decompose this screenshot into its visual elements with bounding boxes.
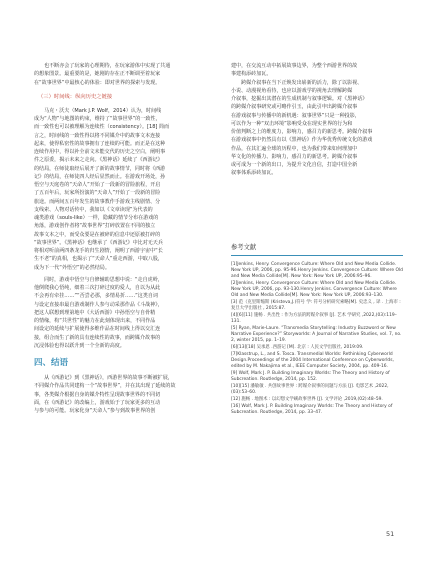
text-line: 建中，在交流互动中拓展故事边界，为整个西游世界的故	[231, 63, 358, 69]
text-line: 旅途。而两间五百年发生的故事教作手游戏主线剧情、分	[34, 198, 161, 205]
text-line: 可以作为一种“双击环境”影响受众在现实世界的行为和	[231, 120, 353, 127]
text-line: 在游戏叙事中仍然具有以《黑神话》作为华优秀传统文化的游戏	[231, 137, 373, 144]
section-title: （三）时间线：纵向历史之链接	[38, 93, 113, 100]
text-line: 事建构添砖加瓦。	[231, 71, 272, 78]
text-line: 华文化的传播力、影响力，感召力的新思考。跨媒介叙事	[231, 153, 358, 160]
reference-item: [6][13][18] 吴承恩 .西游记 [M]. 北京 : 人民文学出版社, 2019:09.	[231, 345, 364, 351]
reference-item: [12] 施畅 . 地图术 : 以幻想文学刷故事世界 [J]. 文学评论 ,2019,(02):48–59.	[231, 397, 383, 403]
text-line: 成为下一代“外悟空”的必然结局。	[34, 264, 110, 271]
text-line: 小说、动漫视角看待，也应以游戏学的视角去理解跨媒	[231, 87, 353, 94]
text-line: 在游戏叙事与传播中的新机遇：叙事世界”只是一种投影，	[231, 112, 360, 119]
top-paragraph	[34, 62, 212, 87]
text-line: 成为“人物”与地图的约束，维持了“故事世界”的一致性，	[34, 116, 161, 122]
text-line: 间设定的延续与扩展使得多维作品在时间线上得以交汇连	[34, 326, 161, 333]
text-line: 件之原委，揭示未来之走向。《黑神话》延续了《西游记》	[34, 157, 163, 164]
text-line: 故事文本之中，而受众要是在被碎的信息中还原被打碎的	[34, 231, 161, 238]
right-paragraph-1	[231, 62, 403, 79]
text-line: 的想象图景。最重要的是，她刚的存在正不断调至着玩家	[34, 71, 161, 78]
text-line: 也不断亦会了玩家的心理期待，在玩家游体中实现了共通	[44, 63, 171, 69]
text-line: 把这人联想到理第地中《大话西游》中孙悟空与自骨精	[34, 309, 156, 316]
final-paragraph	[34, 374, 212, 415]
text-line: 将相对听前两四条龙手的归生剧情，阐明了西游宇宙中“长	[34, 248, 163, 254]
text-line: 同时，游戏中悟空与自修辅助思想中说：“走自虎岭，	[44, 276, 163, 283]
text-line: 沉浸体验也得以跃升到一个全新的高度。	[34, 342, 125, 349]
references-heading: 参考文献	[231, 244, 257, 251]
section-paragraph-2	[34, 276, 212, 350]
text-line: 不会再有牵挂……”“否尝必那，多情易折……”这类自词	[34, 293, 158, 300]
references-list	[231, 262, 403, 417]
text-line: 面，在《西游记》的改编上，游戏始于了玩家更多的互动	[34, 399, 161, 406]
text-line: 与设定直接串最自游戏制作人参与动采那作品《斗战神》，	[34, 301, 163, 308]
reference-item: [9] Wolf, Mark J. P. Building Imaginary Worlds: The Theory and History of Subcreation. Routledge, 2014, pp. 152.	[231, 371, 390, 383]
section-heading: 四、结语	[34, 358, 69, 368]
text-line: 介叙事，挖掘出其潜在的生成机制与叙事逻辑。对《黑神话》	[231, 96, 368, 102]
references-header	[231, 244, 403, 256]
left-column	[34, 62, 212, 415]
text-line: 马克・沃夫（Mark J.P. Wolf，2014）认为，时间线	[44, 107, 162, 114]
reference-item: [10][15] 潘敏敏 . 共创故事世界 : 跨媒介叙事的问题与方法 [J]. 电影艺术 ,2022,(03):53–60.	[231, 384, 389, 396]
text-line: 的结局，在师徒取经后展开了新的故事情节，同时将《西游	[34, 165, 166, 172]
reference-item: [16] Wolf, Mark J. P. Building Imaginary Worlds: The Theory and History of Subcreation. Routledge, 2014, pp. 33–47.	[231, 404, 393, 416]
text-line: 角落，游戏创作者将“故事世界”打碎放置在不同的独立	[34, 223, 156, 230]
text-line: 而一致性也可以被理解为连续性（consistency）。[18] 简而	[34, 124, 170, 131]
reference-item: [7]Klasstrup, L., and S. Tosca. Transmedial Worlds: Rethinking Cyberworld Design.Proceedings of the 2004 International Conference on Cyberworlds, edited by M. Nakajima et al., IEEE Computer Society, 2004, pp. 409-16.	[231, 352, 394, 370]
text-line: 了五百年后，玩家所扮演的“天命人”开始了一段新的冒险	[34, 190, 161, 197]
right-column	[231, 62, 403, 178]
text-line: 生不老”的真相，也揭示了“天命人”重走西游，中取八股，	[34, 256, 163, 263]
text-line: 在“故事世界”中最核心的体验：即对世界的探索与发现。	[34, 79, 161, 86]
text-line: 起来，使得私密性的故事拥有了连续的可能。而正是在这种	[34, 140, 166, 147]
section-paragraph-1	[34, 107, 212, 272]
text-line: 从《西游记》到《黑神话》，西游世界的故事不断被扩展，	[44, 375, 173, 381]
text-line: 言之，时间线的一致性得以将不同媒介中的故事文本连接	[34, 132, 161, 139]
text-line: 的跨媒介叙事研究或可略作引玉，由此引申出跨媒介叙事	[231, 104, 358, 111]
text-line: 跨媒介叙事在当下正焕发出崭新的活力，除了以影视、	[241, 79, 363, 86]
text-line: 事，各类媒介根据自身的媒介特性呈现故事世界的不同切	[34, 391, 161, 398]
text-line: “故事世界”。《黑神话》也继承了《西游记》中比对无天兵	[34, 239, 163, 246]
text-line: 记》的结局，在师徒四人经后显然而止。在游戏开场处，孙	[34, 173, 166, 180]
text-line: 价值判断之上的维度力，影响力，感召力的新思考。跨媒介叙事	[231, 129, 373, 135]
text-line: 悟空与天庭卷的“天命人”开始了一段新的冒险旅程，开启	[34, 182, 161, 188]
text-line: 的情缘，构“共世性”的魅力在此刻体现出来，不同作品	[34, 318, 156, 324]
reference-item: [4][6][11] 施畅 . 共出性 : 作为方法的跨媒介叙事 [J]. 艺术 学研究 ,2022,(03):119–131.	[231, 313, 397, 325]
page-number: 51	[386, 530, 395, 538]
reference-item: [2]Jenkins, Henry. Convergence Culture: Where Old and New Media Collide. New York UP, 2006, pp. 93-130.Henry Jenkins. Convergence Culture: Where Old and New Media Collide[M]. New York: New York UP, 2006:93–130.	[231, 281, 397, 299]
text-line: 作品，在其汇遍全球的历程中，也为我们带来如何理加中	[231, 145, 358, 152]
text-line: 他倒爬我心悟纯，细着三次打碎过度的爱人，自以为从此	[34, 285, 161, 291]
reference-item: [1]Jenkins, Henry. Convergence Culture: Where Old and New Media Collide. New York UP, 2006, pp. 95-96.Henry Jenkins. Convergence Culture: Where Old and New Media Collide[M]. New York: New York UP, 2006:95–96.	[231, 262, 403, 280]
text-line: 与参与的可能。玩家化身“天命人”参与到故事世界的创	[34, 408, 156, 414]
references-divider	[231, 255, 403, 256]
text-line: 魂类游戏（souls-like）一样，隐藏的情节分布在游戏的	[34, 215, 159, 221]
text-line: 支线索、人物对话传中，我如以《文章读现”为代表的	[34, 206, 153, 213]
text-line: 或可成为一个新的出口，为提升文化自信，打造中国全新	[231, 162, 358, 168]
reference-item: [5] Ryan, Marie-Laure. “Transmedia Storytelling: Industry Buzzword or New Narrative Experience?” Storyworlds: A Journal of Narrative Studies, vol. 7, no. 2, winter 2015, pp. 1–19.	[231, 326, 402, 344]
text-line: 连续作用中，得以补全前文未能交代的历史之空白，阐明事	[34, 149, 166, 155]
text-line: 叙事体系添砖加瓦。	[231, 170, 277, 177]
text-line: 接，组合而生了新的具有连续性的故事，而跨媒介故事的	[34, 334, 161, 341]
right-paragraph-2	[231, 79, 403, 178]
reference-item: [3] 范（克里斯缩斯 (Kristeva,J.)符号 学: 符号分析研究索略[M]. 史忠义 , 译 . 上海市 : 复旦大学出版社 , 2015:87.	[231, 300, 401, 312]
text-line: 不同媒介作品共同建构一个“故事世界”，并在其出现了延续的故	[34, 383, 176, 390]
